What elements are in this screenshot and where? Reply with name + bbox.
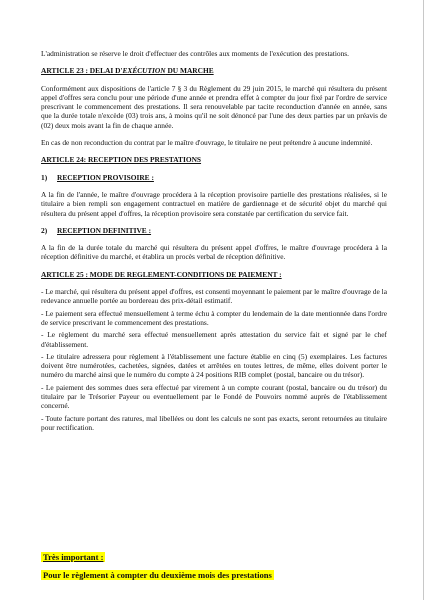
important-callout-title: Très important : (43, 552, 104, 562)
reception-provisoire-heading (41, 173, 387, 182)
article-23-heading (41, 66, 387, 75)
reception-provisoire-paragraph: A la fin de l'année, le maître d'ouvrage procédera à la réception provisoire partielle des prestations réalisées, si le titulaire a bien rempli son engagement contractuel en matière de gardiennage et de sécurité objet du marché qui résultera du présent appel d'offres, la réception provisoire sera constatée par certification du service fait. (41, 189, 387, 218)
reception-definitive-title: RECEPTION DEFINITIVE : (57, 225, 152, 235)
document-body (41, 49, 387, 435)
payment-condition-item: - Le marché, qui résultera du présent appel d'offres, est consenti moyennant le paiement par le maître d'ouvrage de la redevance annuelle portée au bordereau des prix-détail estimatif. (41, 287, 387, 306)
article-23-heading-prefix: ARTICLE 23 : DELAI D' (41, 66, 123, 76)
article-24-heading: ARTICLE 24: RECEPTION DES PRESTATIONS (41, 155, 202, 165)
payment-condition-item: - Le paiement des sommes dues sera effectué par virement à un compte courant (postal, bancaire ou du trésor) du titulaire par le Trésorier Payeur ou eventuellement par le Fondé de Pouvoirs nommé auprès de l'établissement concerné. (41, 382, 387, 411)
payment-condition-item: - Toute facture portant des ratures, mal libellées ou dont les calculs ne sont pas exacts, seront retournées au titulaire pour rectification. (41, 413, 387, 432)
payment-condition-item: - Le paiement sera effectué mensuellement à terme échu à compter du lendemain de la date mentionnée dans l'ordre de service prescrivant le commencement des prestations. (41, 308, 387, 327)
reception-provisoire-title: RECEPTION PROVISOIRE : (57, 172, 154, 182)
reception-provisoire-number: 1) (41, 172, 48, 182)
reception-definitive-number: 2) (41, 225, 48, 235)
reception-definitive-paragraph: A la fin de la durée totale du marché qui résultera du présent appel d'offres, le maître d'ouvrage procédera à la réception définitive du marché, et établira un procès verbal de réception définitive. (41, 243, 387, 262)
payment-condition-item: - Le titulaire adressera pour règlement à l'établissement une facture établie en cinq (5) exemplaires. Les factures doivent être numérotées, cachetées, signées, datées et arrêtées en toutes lettres, de même, elles doivent porter le numéro du marché ainsi que le numéro du compte à 24 positions RIB complet (postal, bancaire ou du trésor). (41, 351, 387, 380)
intro-paragraph: L'administration se réserve le droit d'effectuer des contrôles aux moments de l'exécution des prestations. (41, 49, 350, 58)
article-23-heading-italic: EXÉCUTION (122, 66, 166, 76)
article-23-heading-suffix: DU MARCHE (165, 66, 214, 76)
reception-definitive-heading (41, 226, 387, 235)
article-25-heading: ARTICLE 25 : MODE DE REGLEMENT-CONDITIONS DE PAIEMENT : (41, 269, 282, 279)
article-23-paragraph-2: En cas de non reconduction du contrat par le maître d'ouvrage, le titulaire ne peut prétendre à aucune indemnité. (41, 138, 373, 148)
important-callout-text: Pour le règlement à compter du deuxième mois des prestations (43, 570, 272, 580)
payment-condition-item: - Le règlement du marché sera effectué mensuellement après attestation du service fait et signé par le chef d'établissement. (41, 330, 387, 349)
article-23-paragraph-1: Conformément aux dispositions de l'article 7 § 3 du Règlement du 29 juin 2015, le marché qui résultera du présent appel d'offres sera conclu pour une période d'une année et prendra effet à compter du jour fixé par l'ordre de service prescrivant le commencement des prestations. Il sera renouvelable par tacite reconduction d'année en année, sans que la durée totale n'excède (03) trois ans, à moins qu'il ne soit dénoncé par l'une des deux parties par un préavis de (02) deux mois avant la fin de chaque année. (41, 83, 387, 130)
